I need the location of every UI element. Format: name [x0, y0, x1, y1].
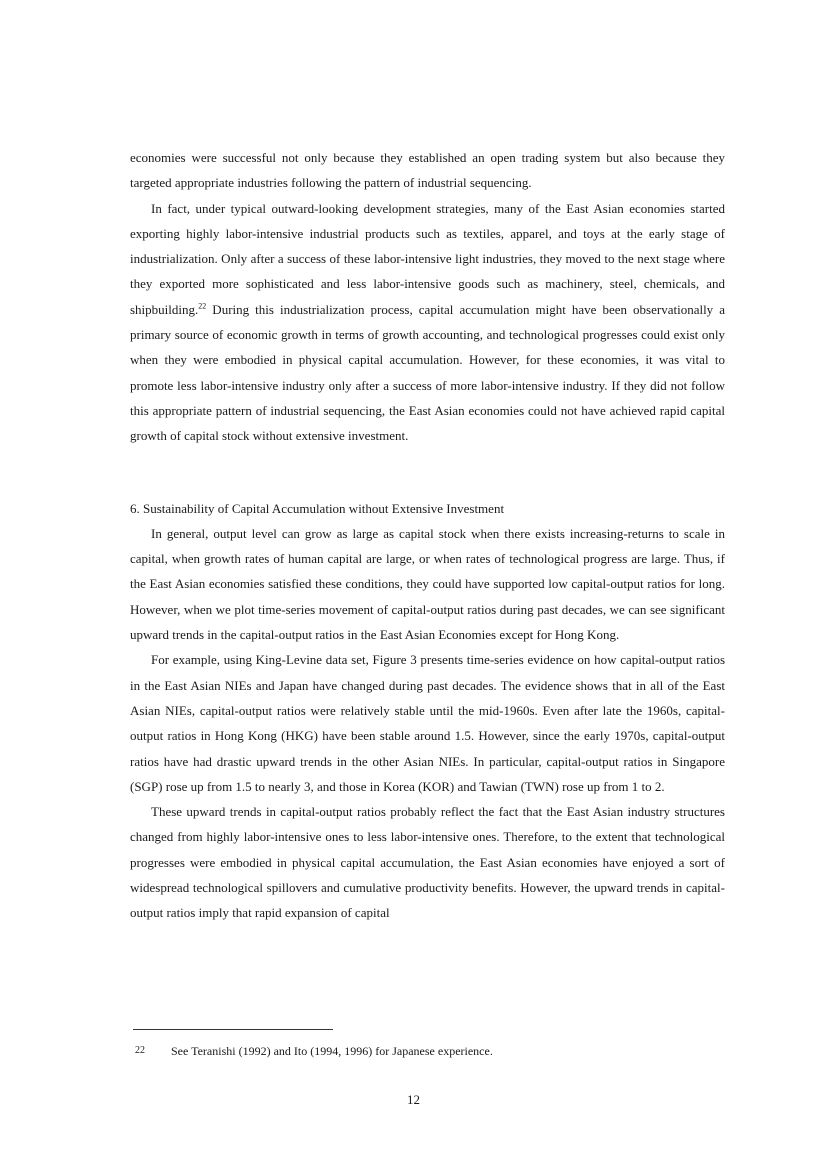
page-number: 12 — [407, 1092, 420, 1107]
paragraph-continued: economies were successful not only because they established an open trading system but also because they targeted appropriate industries following the pattern of industrial sequencing. — [130, 150, 725, 191]
footnote — [135, 1043, 725, 1059]
paragraph-text: In fact, under typical outward-looking development strategies, many of the East Asian economies started exporting highly labor-intensive industrial products such as textiles, apparel, and toys at the early stage of industrialization. Only after a success of these labor-intensive light industries, they moved to the next stage where they exported more sophisticated and less labor-intensive goods such as machinery, steel, chemicals, and shipbuilding. — [130, 200, 725, 317]
footnote-divider — [133, 1029, 333, 1030]
paragraph-industrial-sequencing — [130, 196, 725, 449]
paragraph-text: During this industrialization process, capital accumulation might have been observationally a primary source of economic growth in terms of growth accounting, and technological progresses could exist only when they were embodied in physical capital accumulation. However, for these economies, it was vital to promote less labor-intensive industry only after a success of more labor-intensive industry. If they did not follow this appropriate pattern of industrial sequencing, the East Asian economies could not have achieved rapid capital growth of capital stock without extensive investment. — [130, 301, 725, 444]
section-heading: 6. Sustainability of Capital Accumulation without Extensive Investment — [130, 500, 505, 516]
paragraph-general: In general, output level can grow as large as capital stock when there exists increasing-returns to scale in capital, when growth rates of human capital are large, or when rates of technological progress are large. Thus, if the East Asian economies satisfied these conditions, they could have supported low capital-output ratios for long. However, when we plot time-series movement of capital-output ratios during past decades, we can see significant upward trends in the capital-output ratios in the East Asian Economies except for Hong Kong. — [130, 525, 725, 643]
paragraph-upward-trends: These upward trends in capital-output ratios probably reflect the fact that the East Asian industry structures changed from highly labor-intensive ones to less labor-intensive ones. Therefore, to the extent that technological progresses were embodied in physical capital accumulation, the East Asian economies have enjoyed a sort of widespread technological spillovers and cumulative productivity benefits. However, the upward trends in capital-output ratios imply that rapid expansion of capital — [130, 804, 725, 921]
footnote-text: See Teranishi (1992) and Ito (1994, 1996) for Japanese experience. — [171, 1044, 493, 1058]
page-body — [130, 145, 725, 926]
footnote-marker[interactable]: 22 — [198, 301, 207, 311]
paragraph-example: For example, using King-Levine data set, Figure 3 presents time-series evidence on how capital-output ratios in the East Asian NIEs and Japan have changed during past decades. The evidence shows that in all of the East Asian NIEs, capital-output ratios were relatively stable until the mid-1960s. Even after late the 1960s, capital-output ratios in Hong Kong (HKG) have been stable around 1.5. However, since the early 1970s, capital-output ratios have had drastic upward trends in the other Asian NIEs. In particular, capital-output ratios in Singapore (SGP) rose up from 1.5 to nearly 3, and those in Korea (KOR) and Tawian (TWN) rose up from 1 to 2. — [130, 652, 725, 794]
footnote-number: 22 — [135, 1045, 145, 1056]
